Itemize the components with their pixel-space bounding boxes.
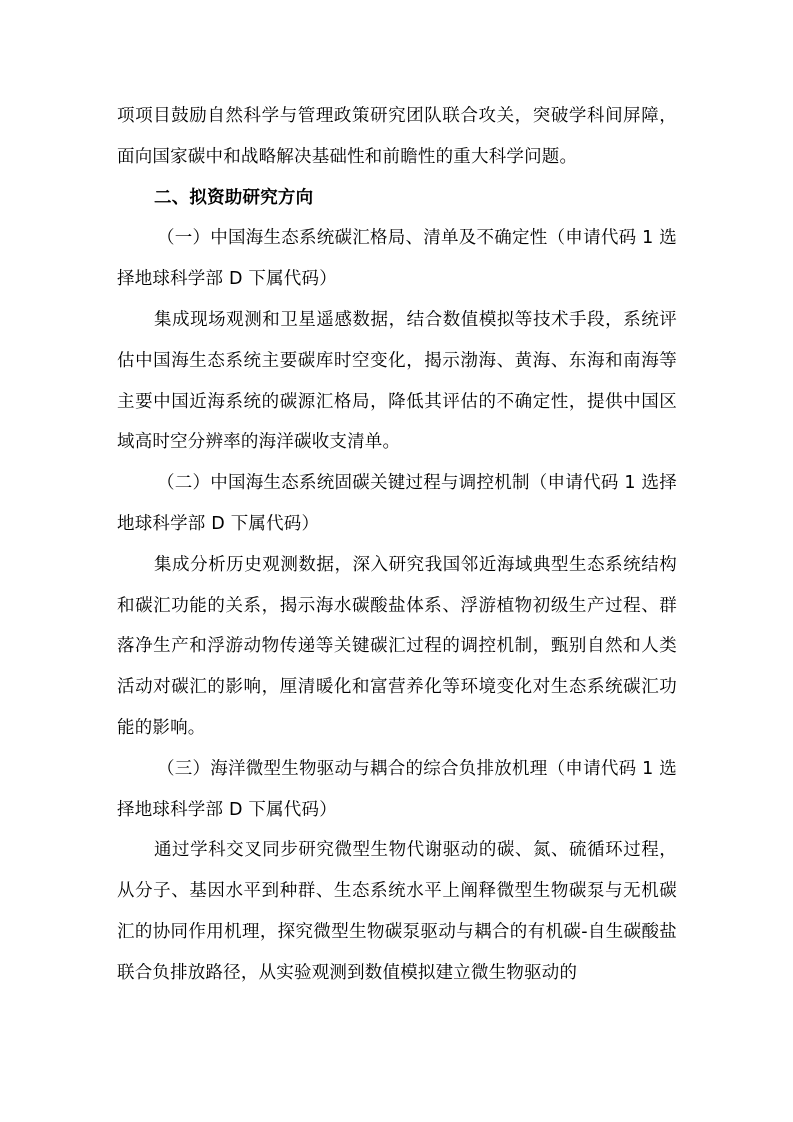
body-paragraph-3: 通过学科交叉同步研究微型生物代谢驱动的碳、氮、硫循环过程，从分子、基因水平到种群、生态系统水平上阐释微型生物碳泵与无机碳汇的协同作用机理，探究微型生物碳泵驱动与耦合的有机碳-自生碳酸盐联合负排放路径，从实验观测到数值模拟建立微生物驱动的 xyxy=(117,840,677,983)
body-paragraph-1: 集成现场观测和卫星遥感数据，结合数值模拟等技术手段，系统评估中国海生态系统主要碳库时空变化，揭示渤海、黄海、东海和南海等主要中国近海系统的碳源汇格局，降低其评估的不确定性，提供中国区域高时空分辨率的海洋碳收支清单。 xyxy=(117,309,677,453)
subsection-heading-1: （一）中国海生态系统碳汇格局、清单及不确定性（申请代码 1 选择地球科学部 D 下属代码） xyxy=(117,228,677,290)
subsection-heading-3: （三）海洋微型生物驱动与耦合的综合负排放机理（申请代码 1 选择地球科学部 D 下属代码） xyxy=(117,758,677,820)
section-heading: 二、拟资助研究方向 xyxy=(154,187,314,208)
document-page xyxy=(117,96,677,994)
subsection-heading-2: （二）中国海生态系统固碳关键过程与调控机制（申请代码 1 选择地球科学部 D 下属代码） xyxy=(117,473,677,534)
intro-paragraph: 项项目鼓励自然科学与管理政策研究团队联合攻关，突破学科间屏障，面向国家碳中和战略解决基础性和前瞻性的重大科学问题。 xyxy=(117,106,677,167)
body-paragraph-2: 集成分析历史观测数据，深入研究我国邻近海域典型生态系统结构和碳汇功能的关系，揭示海水碳酸盐体系、浮游植物初级生产过程、群落净生产和浮游动物传递等关键碳汇过程的调控机制，甄别自然和人类活动对碳汇的影响，厘清暖化和富营养化等环境变化对生态系统碳汇功能的影响。 xyxy=(117,554,677,738)
